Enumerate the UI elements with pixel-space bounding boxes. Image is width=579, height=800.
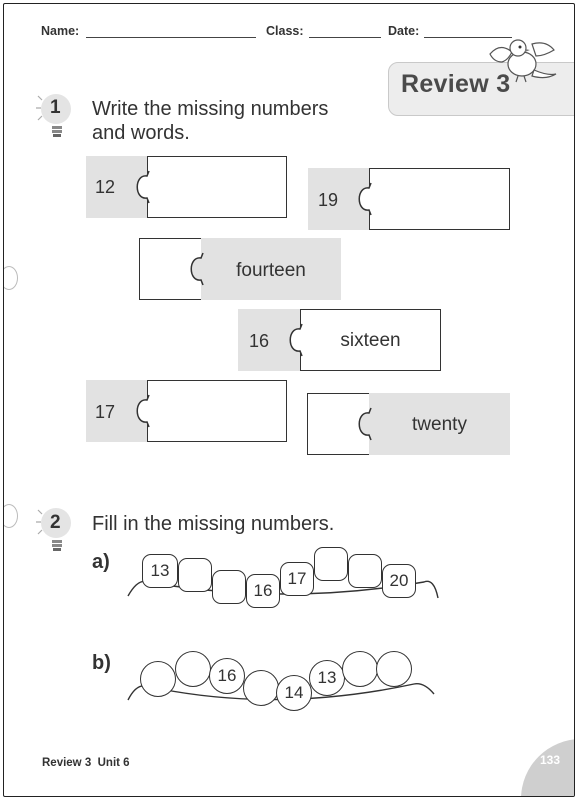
puzzle-nub (130, 394, 152, 428)
part-a-label: a) (92, 551, 110, 573)
date-label: Date: (388, 24, 420, 38)
puzzle-number: 12 (95, 177, 116, 197)
puzzle-nub (352, 182, 374, 216)
bead-b-2-answer[interactable] (175, 651, 211, 687)
answer-box-word-12[interactable] (147, 156, 287, 218)
puzzle-nub (130, 170, 152, 204)
page-number: 133 (540, 753, 561, 767)
footer-unit-label: Review 3 Unit 6 (42, 757, 130, 769)
bead-b-8-answer[interactable] (376, 651, 412, 687)
binder-hole (3, 504, 18, 528)
bead-b-4-answer[interactable] (243, 670, 279, 706)
bead-a-4: 16 (246, 574, 280, 608)
puzzle-nub (184, 252, 208, 286)
class-field[interactable] (309, 37, 381, 38)
question-2-number: 2 (50, 512, 61, 533)
puzzle-nub (352, 407, 376, 441)
worksheet-page (3, 3, 575, 797)
class-label: Class: (266, 24, 304, 38)
puzzle-word: fourteen (236, 260, 306, 281)
puzzle-number: 17 (95, 402, 116, 422)
bead-b-3: 16 (209, 658, 245, 694)
puzzle-number: 16 (249, 331, 270, 351)
answer-box-word-17[interactable] (147, 380, 287, 442)
name-label: Name: (41, 24, 80, 38)
question-2-text: Fill in the missing numbers. (92, 513, 335, 535)
bead-a-6-answer[interactable] (314, 547, 348, 581)
bead-b-1-answer[interactable] (140, 661, 176, 697)
bead-a-5: 17 (280, 562, 314, 596)
bead-a-1: 13 (142, 554, 178, 588)
bead-a-7-answer[interactable] (348, 554, 382, 588)
page-corner-tab (521, 739, 575, 797)
bead-b-6: 13 (309, 660, 345, 696)
bird-illustration-icon (482, 34, 558, 90)
question-1-text-line1: Write the missing numbers (92, 98, 329, 120)
question-1-text-line2: and words. (92, 122, 190, 144)
bead-a-2-answer[interactable] (178, 558, 212, 592)
bead-b-7-answer[interactable] (342, 651, 378, 687)
bead-a-8: 20 (382, 564, 416, 598)
bead-a-3-answer[interactable] (212, 570, 246, 604)
puzzle-nub (283, 323, 305, 357)
answer-box-word-19[interactable] (369, 168, 510, 230)
binder-hole (3, 266, 18, 290)
bead-b-5: 14 (276, 675, 312, 711)
review-title: Review 3 (401, 70, 511, 98)
part-b-label: b) (92, 652, 111, 674)
puzzle-word: sixteen (340, 330, 401, 351)
puzzle-number: 19 (318, 190, 339, 210)
puzzle-word: twenty (412, 414, 467, 435)
question-1-number: 1 (50, 97, 61, 118)
name-field[interactable] (86, 37, 256, 38)
